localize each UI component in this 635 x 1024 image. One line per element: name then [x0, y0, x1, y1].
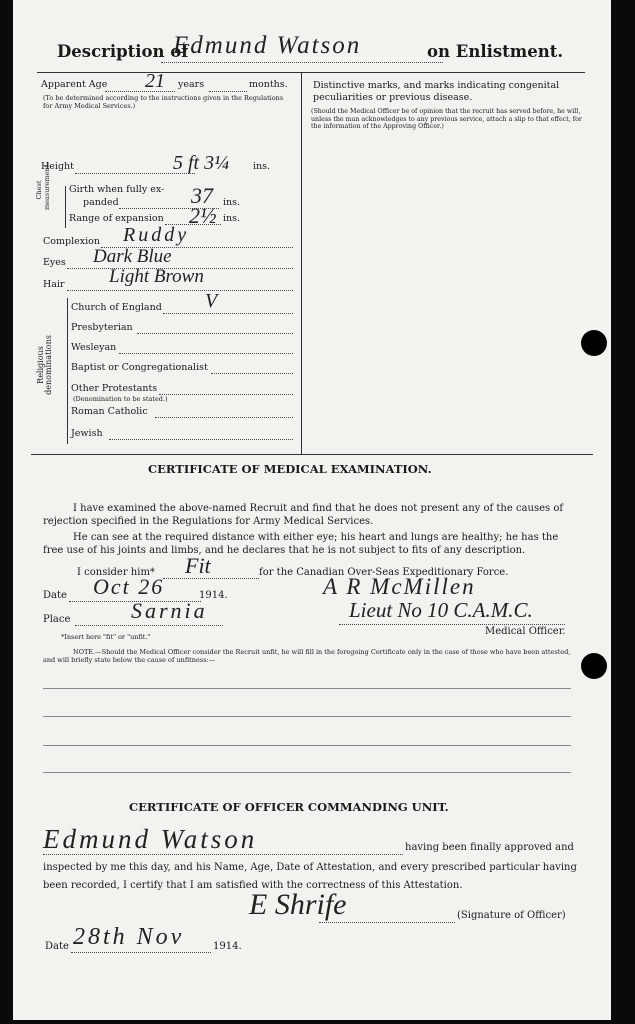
medical-officer-rank: Lieut No 10 C.A.M.C.: [349, 598, 533, 622]
unfitness-note: NOTE.—Should the Medical Officer consider the Recruit unfit, he will fill in the foregoing Certificate only in the case of those who have been attested, and will briefly state below the cause of unfitness:—: [43, 648, 571, 664]
punch-hole-bottom: [581, 653, 607, 679]
medical-paragraph-2: He can see at the required distance with either eye; his heart and lungs are healthy; he has the free use of his joints and limbs, and he declares that he is not subject to fits of any description.: [43, 532, 559, 556]
hair-value: Light Brown: [109, 266, 204, 287]
unfitness-line-3: [43, 745, 571, 746]
column-divider: [301, 72, 302, 454]
consider-suffix: for the Canadian Over-Seas Expeditionary Force.: [259, 567, 509, 578]
religion-brace: [67, 298, 68, 444]
religion-church-of-england: Church of England: [71, 302, 162, 313]
religion-other-protestants: Other Protestants: [71, 383, 158, 394]
expansion-label: Range of expansion: [69, 213, 164, 224]
complexion-value: Ruddy: [123, 224, 190, 246]
officer-date-value: 28th Nov: [73, 924, 185, 950]
apparent-age-label: Apparent Age: [41, 79, 108, 90]
age-note: (To be determined according to the instructions given in the Regulations for Army Medical Services.): [43, 94, 284, 110]
officer-signature-label: (Signature of Officer): [457, 910, 566, 921]
girth-unit: ins.: [223, 197, 241, 208]
officer-line-1-suffix: having been finally approved and: [405, 842, 574, 853]
church-of-england-mark: V: [205, 290, 218, 312]
consider-prefix: I consider him*: [77, 567, 155, 578]
unfitness-line-4: [43, 772, 571, 773]
years-label: years: [178, 79, 205, 90]
height-unit: ins.: [253, 161, 271, 172]
medical-paragraph-1: I have examined the above-named Recruit and find that he does not present any of the causes of rejection specified in the Regulations for Army Medical Services.: [43, 503, 564, 527]
header-prefix: Description of: [57, 42, 189, 61]
girth-value: 37: [191, 183, 213, 208]
punch-hole-top: [581, 330, 607, 356]
exam-date-value: Oct 26: [93, 574, 165, 599]
exam-date-label: Date: [43, 590, 67, 601]
officer-cert-recruit-name: Edmund Watson: [43, 824, 258, 854]
officer-year: 1914.: [213, 941, 242, 952]
distinctive-marks-note: (Should the Medical Officer be of opinion that the recruit has served before, he will, unless the man acknowledges to any previous service, attach a slip to that effect, for the information of the Approving Officer.): [311, 108, 582, 130]
recruit-name-handwritten: Edmund Watson: [173, 32, 362, 59]
other-protestants-note: (Denomination to be stated.): [73, 395, 168, 403]
officer-certificate-title: CERTIFICATE OF OFFICER COMMANDING UNIT.: [129, 800, 449, 814]
unfitness-line-2: [43, 716, 571, 717]
religion-presbyterian: Presbyterian: [71, 322, 133, 333]
chest-brace: [65, 186, 66, 228]
hair-label: Hair: [43, 279, 65, 290]
header-suffix: on Enlistment.: [427, 42, 564, 61]
expansion-value: 2½: [189, 203, 217, 228]
religion-wesleyan: Wesleyan: [71, 342, 117, 353]
apparent-age-value: 21: [145, 70, 165, 92]
exam-place-label: Place: [43, 614, 71, 625]
attestation-page: [13, 0, 611, 1020]
religious-denominations-label: Religious denominations: [36, 335, 53, 395]
girth-label-2: panded: [83, 197, 119, 208]
expansion-unit: ins.: [223, 213, 241, 224]
officer-line-2: inspected by me this day, and his Name, Age, Date of Attestation, and every prescribed particular having: [43, 862, 577, 873]
table-top-rule: [37, 72, 585, 73]
exam-place-value: Sarnia: [131, 598, 208, 623]
height-label: Height: [41, 161, 74, 172]
medical-certificate-title: CERTIFICATE OF MEDICAL EXAMINATION.: [148, 462, 432, 476]
eyes-label: Eyes: [43, 257, 66, 268]
exam-year: 1914.: [199, 590, 228, 601]
table-bottom-rule: [31, 454, 593, 455]
distinctive-marks-heading: Distinctive marks, and marks indicating congenital peculiarities or previous disease.: [313, 80, 560, 103]
chest-measurement-label: Chest measurement.: [35, 162, 51, 210]
girth-label-1: Girth when fully ex-: [69, 184, 165, 195]
complexion-label: Complexion: [43, 236, 100, 247]
months-label: months.: [249, 79, 288, 90]
officer-line-3: been recorded, I certify that I am satisfied with the correctness of this Attestation.: [43, 880, 463, 891]
religion-jewish: Jewish: [71, 428, 103, 439]
eyes-value: Dark Blue: [93, 246, 172, 267]
insert-note: *Insert here "fit" or "unfit.": [61, 633, 151, 641]
unfitness-line-1: [43, 688, 571, 689]
fitness-value: Fit: [185, 553, 211, 578]
medical-officer-signature: A R McMillen: [323, 574, 476, 599]
height-value: 5 ft 3¼: [173, 152, 230, 174]
commanding-officer-signature: E Shrife: [249, 888, 347, 921]
religion-baptist: Baptist or Congregationalist: [71, 362, 208, 373]
officer-date-label: Date: [45, 941, 69, 952]
religion-roman-catholic: Roman Catholic: [71, 406, 148, 417]
medical-officer-label: Medical Officer.: [485, 626, 566, 637]
